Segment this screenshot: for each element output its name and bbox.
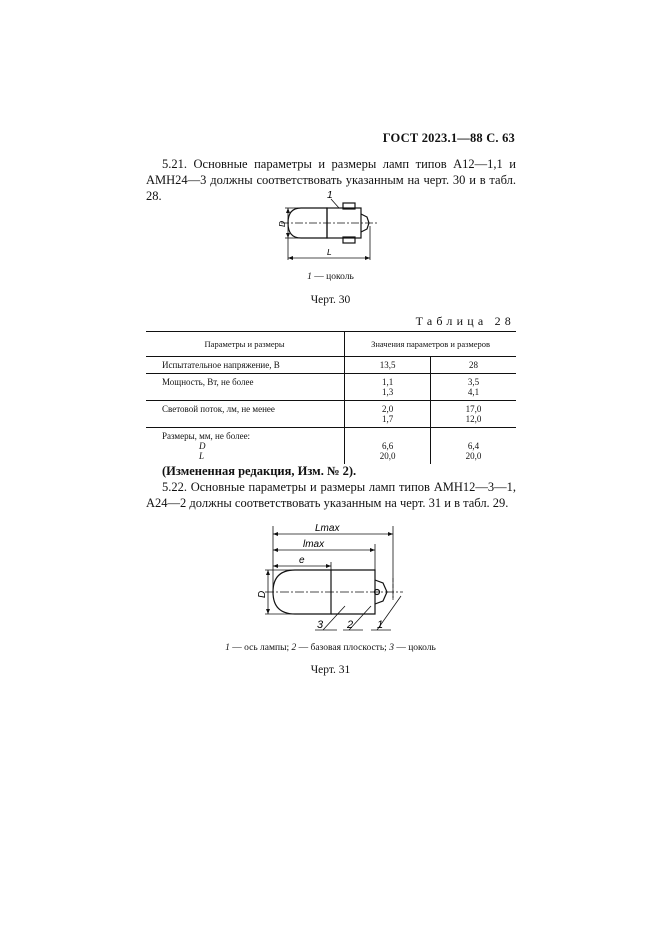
table-28-title: Таблица 28 [415, 314, 515, 328]
row-1-v1-b: 1,3 [381, 387, 394, 397]
running-header: ГОСТ 2023.1—88 С. 63 [382, 131, 515, 145]
paragraph-5-21: 5.21. Основные параметры и размеры ламп типов А12—1,1 и АМН24—3 должны соответствовать указанным на черт. 30 и в табл. 28. [146, 157, 516, 203]
row-0-v2: 28 [469, 360, 479, 370]
dims-d-v1: 6,6 [381, 441, 394, 451]
legend-number-1: 1 [225, 643, 230, 653]
figure-31-label: Черт. 31 [310, 664, 351, 676]
dims-sub-l: L [199, 451, 205, 461]
paragraph-5-22: 5.22. Основные параметры и размеры ламп типов АМН12—3—1, А24—2 должны соответствовать указанным на черт. 31 и в табл. 29. [146, 480, 516, 510]
callout-2: 2 [347, 619, 354, 631]
legend-text-2: — базовая плоскость; [296, 643, 390, 653]
lamp-drawing-30 [275, 186, 395, 268]
callout-1: 1 [327, 190, 333, 201]
row-0-v1: 13,5 [379, 360, 396, 370]
legend-number-2: 2 [291, 643, 297, 653]
dim-l-label: L [327, 247, 332, 257]
row-1-v2-a: 3,5 [467, 377, 480, 387]
row-1-v1-a: 1,1 [381, 377, 394, 387]
dims-l-v1: 20,0 [379, 451, 396, 461]
callout-3: 3 [317, 619, 324, 631]
dim-lmax-outer: Lmax [315, 523, 340, 534]
figure-30-label: Черт. 30 [310, 294, 351, 306]
dims-l-v2: 20,0 [465, 451, 482, 461]
dims-sub-d: D [199, 441, 206, 451]
row-1-v2-b: 4,1 [467, 387, 480, 397]
legend-number: 1 [307, 272, 312, 282]
table-row [146, 428, 516, 465]
dim-d-label: D [277, 220, 287, 227]
amendment-note: (Измененная редакция, Изм. № 2). [162, 464, 357, 478]
legend-number-3: 3 [389, 643, 394, 653]
bulb-outline [288, 208, 327, 238]
table-row [146, 357, 516, 374]
legend-text-3: — цоколь [393, 643, 436, 653]
legend-text-1: — ось лампы; [229, 643, 292, 653]
callout-1: 1 [377, 619, 384, 631]
lamp-drawing-31 [253, 518, 413, 634]
figure-30-legend [0, 272, 661, 282]
table-row [146, 374, 516, 401]
dims-d-v2: 6,4 [467, 441, 480, 451]
row-2-v1-a: 2,0 [381, 404, 394, 414]
row-2-v2-a: 17,0 [465, 404, 482, 414]
dim-d: D [257, 590, 268, 598]
legend-text: — цоколь [311, 272, 354, 282]
figure-31-legend [0, 643, 661, 653]
dim-lmax-inner: lmax [303, 539, 325, 550]
row-2-v1-b: 1,7 [381, 414, 394, 424]
col-header-parameters: Параметры и размеры [146, 332, 345, 357]
row-0-param: Испытательное напряжение, В [146, 357, 345, 374]
table-row [146, 401, 516, 428]
row-2-param: Световой поток, лм, не менее [146, 401, 345, 428]
table-28 [146, 331, 516, 464]
dim-e: e [299, 555, 305, 566]
row-1-param: Мощность, Вт, не более [146, 374, 345, 401]
figure-31-drawing [253, 518, 413, 634]
dims-param: Размеры, мм, не более: [162, 431, 251, 441]
row-2-v2-b: 12,0 [465, 414, 482, 424]
table-header-row [146, 332, 516, 357]
col-header-values: Значения параметров и размеров [345, 332, 516, 357]
figure-30-drawing [275, 186, 395, 268]
